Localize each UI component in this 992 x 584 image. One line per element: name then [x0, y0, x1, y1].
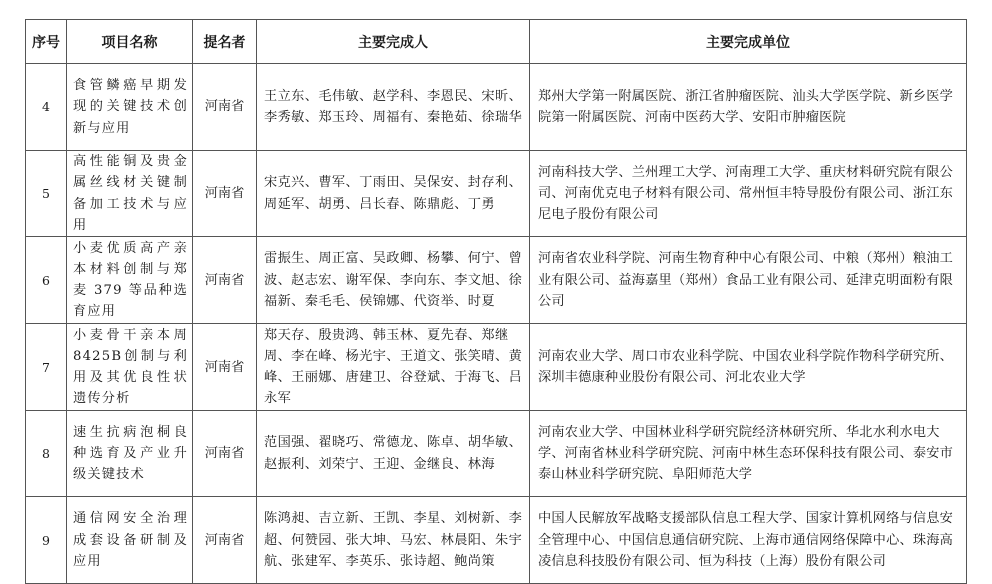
award-table-container [25, 19, 967, 584]
main-contributors: 雷振生、周正富、吴政卿、杨攀、何宁、曾波、赵志宏、谢军保、李向东、李文旭、徐福新、秦毛毛、侯锦娜、代资举、时夏 [257, 237, 530, 324]
nominator: 河南省 [193, 64, 257, 151]
row-number: 5 [26, 151, 67, 237]
main-units: 中国人民解放军战略支援部队信息工程大学、国家计算机网络与信息安全管理中心、中国信息通信研究院、上海市通信网络保障中心、珠海高凌信息科技股份有限公司、恒为科技（上海）股份有限公司 [530, 497, 967, 584]
project-name: 高性能铜及贵金属丝线材关键制备加工技术与应用 [67, 151, 193, 237]
nominator: 河南省 [193, 151, 257, 237]
project-name: 通信网安全治理成套设备研制及应用 [67, 497, 193, 584]
row-number: 6 [26, 237, 67, 324]
main-contributors: 宋克兴、曹军、丁雨田、吴保安、封存利、周延军、胡勇、吕长春、陈鼎彪、丁勇 [257, 151, 530, 237]
table-header-row [26, 20, 967, 64]
nominator: 河南省 [193, 411, 257, 497]
header-main-units: 主要完成单位 [530, 20, 967, 64]
award-projects-table [25, 19, 967, 584]
row-number: 7 [26, 324, 67, 411]
table-row [26, 64, 967, 151]
table-row [26, 237, 967, 324]
main-units: 河南科技大学、兰州理工大学、河南理工大学、重庆材料研究院有限公司、河南优克电子材料有限公司、常州恒丰特导股份有限公司、浙江东尼电子股份有限公司 [530, 151, 967, 237]
row-number: 9 [26, 497, 67, 584]
nominator: 河南省 [193, 237, 257, 324]
table-row [26, 324, 967, 411]
main-contributors: 郑天存、殷贵鸿、韩玉林、夏先春、郑继周、李在峰、杨光宇、王道文、张笑晴、黄 峰、王丽娜、唐建卫、谷登斌、于海飞、吕永军 [257, 324, 530, 411]
header-main-contributors: 主要完成人 [257, 20, 530, 64]
header-project-name: 项目名称 [67, 20, 193, 64]
row-number: 8 [26, 411, 67, 497]
main-units: 郑州大学第一附属医院、浙江省肿瘤医院、汕头大学医学院、新乡医学院第一附属医院、河南中医药大学、安阳市肿瘤医院 [530, 64, 967, 151]
header-nominator: 提名者 [193, 20, 257, 64]
main-units: 河南省农业科学院、河南生物育种中心有限公司、中粮（郑州）粮油工业有限公司、益海嘉里（郑州）食品工业有限公司、延津克明面粉有限公司 [530, 237, 967, 324]
nominator: 河南省 [193, 497, 257, 584]
project-name: 小麦骨干亲本周8425B创制与利用及其优良性状遗传分析 [67, 324, 193, 411]
nominator: 河南省 [193, 324, 257, 411]
project-name: 小麦优质高产亲本材料创制与郑麦 379 等品种选育应用 [67, 237, 193, 324]
main-contributors: 陈鸿昶、吉立新、王凯、李星、刘树新、李超、何赞园、张大坤、马宏、林晨阳、朱宇航、张建军、李英乐、张诗超、鲍尚策 [257, 497, 530, 584]
table-row [26, 411, 967, 497]
project-name: 食管鳞癌早期发现的关键技术创新与应用 [67, 64, 193, 151]
main-units: 河南农业大学、中国林业科学研究院经济林研究所、华北水利水电大学、河南省林业科学研究院、河南中林生态环保科技有限公司、泰安市泰山林业科学研究院、阜阳师范大学 [530, 411, 967, 497]
row-number: 4 [26, 64, 67, 151]
project-name: 速生抗病泡桐良种选育及产业升级关键技术 [67, 411, 193, 497]
main-contributors: 王立东、毛伟敏、赵学科、李恩民、宋昕、李秀敏、郑玉玲、周福有、秦艳茹、徐瑞华 [257, 64, 530, 151]
main-units: 河南农业大学、周口市农业科学院、中国农业科学院作物科学研究所、深圳丰德康种业股份有限公司、河北农业大学 [530, 324, 967, 411]
table-row [26, 151, 967, 237]
table-row [26, 497, 967, 584]
header-no: 序号 [26, 20, 67, 64]
main-contributors: 范国强、翟晓巧、常德龙、陈卓、胡华敏、赵振利、刘荣宁、王迎、金继良、林海 [257, 411, 530, 497]
